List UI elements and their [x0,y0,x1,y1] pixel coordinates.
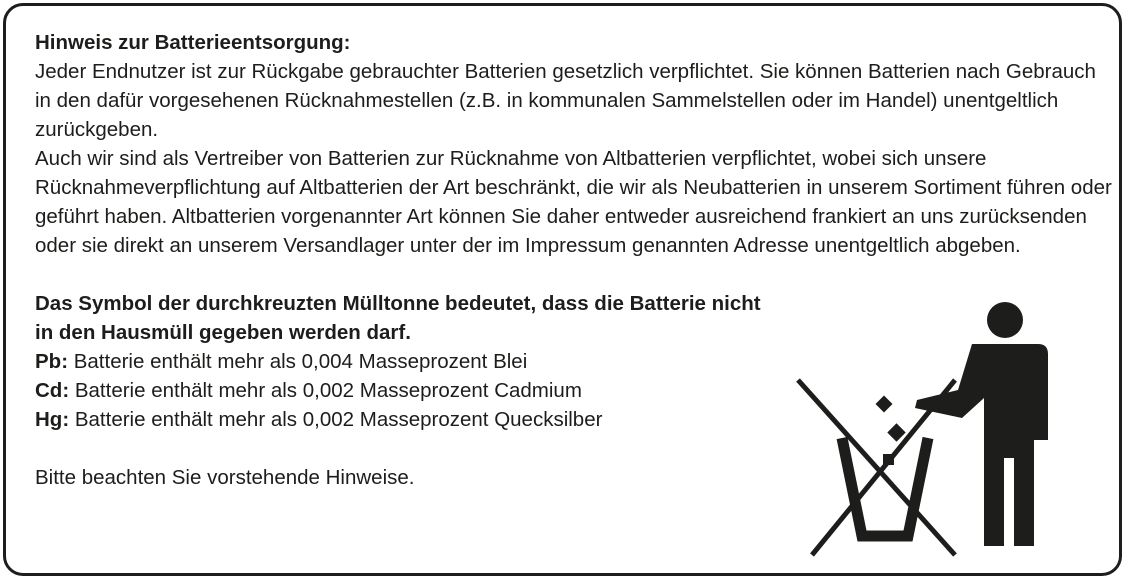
notice-paragraph-2: Auch wir sind als Vertreiber von Batterien zur Rücknahme von Altbatterien verpflichtet, wobei sich unsere Rücknahmeverpflichtung auf Altbatterien der Art beschränkt, die wir als Neubatterien in unserem Sortiment führen oder geführt haben. Altbatterien vorgenannter Art können Sie daher entweder ausreichend frankiert an uns zurücksenden oder sie direkt an unserem Versandlager unter der im Impressum genannten Adresse unentgeltlich abgeben. [35,147,1112,257]
crossed-out-wheelie-bin-icon [790,298,1065,560]
notice-title: Hinweis zur Batterieentsorgung: [35,31,351,54]
metal-code-pb: Pb: [35,350,69,373]
closing-note: Bitte beachten Sie vorstehende Hinweise. [35,466,415,489]
trash-piece-3 [883,454,894,465]
bin-outline [842,438,928,536]
person-head [987,302,1023,338]
metal-code-hg: Hg: [35,408,70,431]
person-figure [915,344,1048,546]
spacer [35,260,1115,289]
metal-text-cd: Batterie enthält mehr als 0,002 Masseprozent Cadmium [69,379,582,402]
metal-text-pb: Batterie enthält mehr als 0,004 Masseprozent Blei [68,350,528,373]
trash-piece-1 [876,396,893,413]
metal-code-cd: Cd: [35,379,70,402]
metal-text-hg: Batterie enthält mehr als 0,002 Masseprozent Quecksilber [69,408,603,431]
notice-paragraph-1: Jeder Endnutzer ist zur Rückgabe gebrauchter Batterien gesetzlich verpflichtet. Sie können Batterien nach Gebrauch in den dafür vorgesehenen Rücknahmestellen (z.B. in kommunalen Sammelstellen oder im Handel) unentgeltlich zurückgeben. [35,60,1096,141]
symbol-heading: Das Symbol der durchkreuzten Mülltonne bedeutet, dass die Batterie nicht in den Hausmüll gegeben werden darf. [35,292,761,344]
trash-piece-2 [887,423,905,441]
